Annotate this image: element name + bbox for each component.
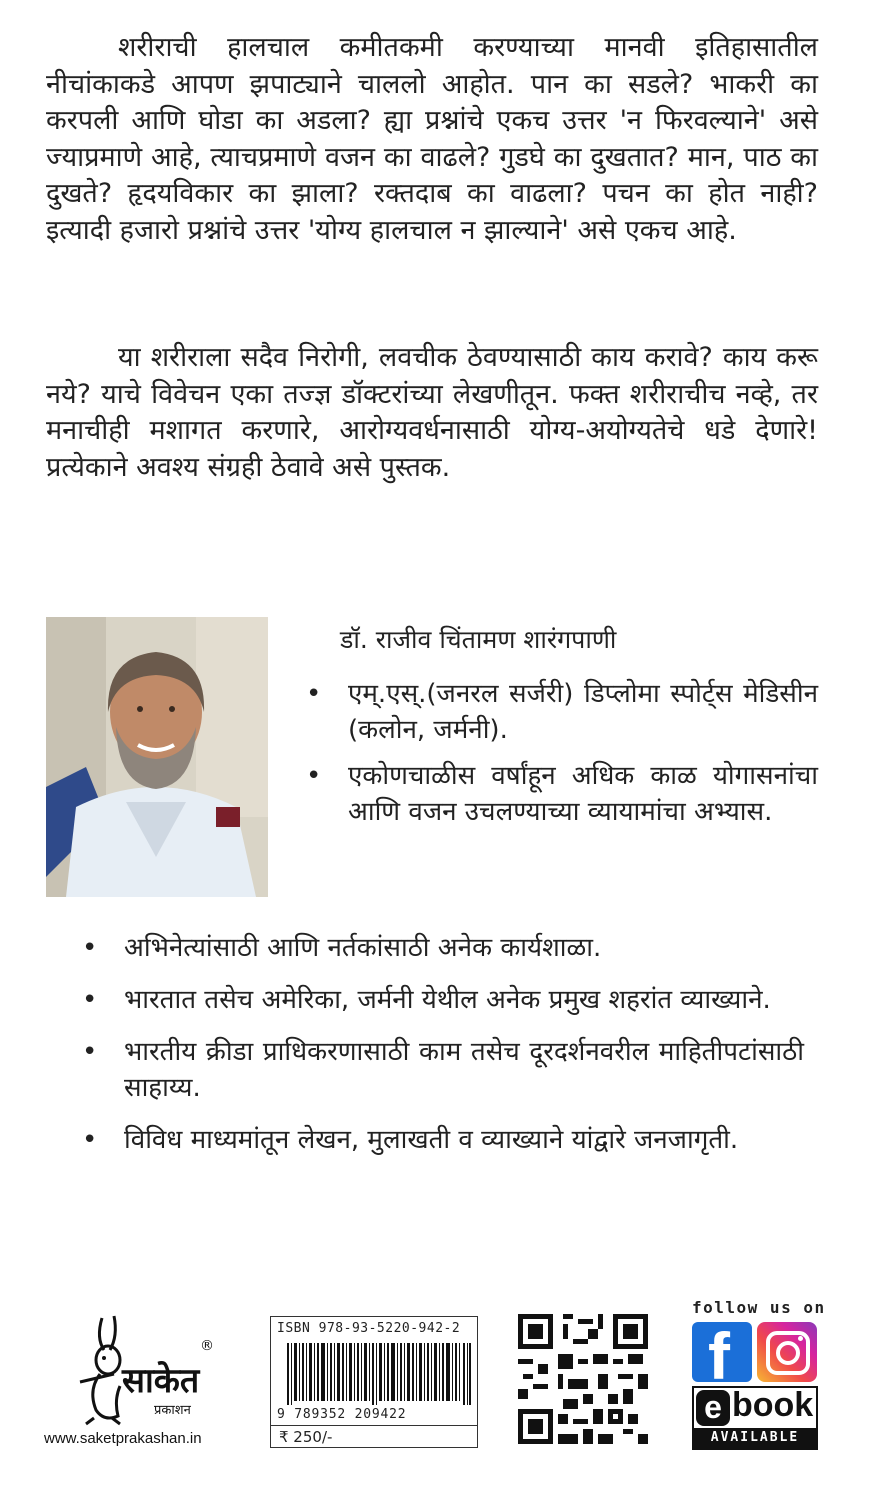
- list-item: [82, 1034, 804, 1106]
- list-item: [306, 676, 818, 748]
- credential-text: अभिनेत्यांसाठी आणि नर्तकांसाठी अनेक कार्यशाळा.: [124, 933, 602, 963]
- registered-mark: ®: [200, 1338, 214, 1354]
- author-photo: [46, 617, 268, 897]
- instagram-lens: [776, 1341, 800, 1365]
- list-item: [82, 982, 804, 1018]
- barcode-number: 9 789352 209422: [277, 1407, 407, 1422]
- facebook-glyph: f: [708, 1322, 730, 1382]
- instagram-icon[interactable]: [757, 1322, 817, 1382]
- ebook-icon[interactable]: [692, 1386, 818, 1450]
- list-item: [82, 930, 804, 966]
- ebook-e-glyph: e: [696, 1390, 730, 1426]
- logo-subtext: प्रकाशन: [154, 1403, 191, 1418]
- barcode: [287, 1343, 471, 1405]
- credential-text: एकोणचाळीस वर्षांहून अधिक काळ योगासनांचा आणि वजन उचलण्याच्या व्यायामांचा अभ्यास.: [348, 761, 818, 827]
- bullet: •: [82, 933, 98, 963]
- publisher-website[interactable]: www.saketprakashan.in: [44, 1430, 202, 1447]
- ebook-available-text: AVAILABLE: [694, 1428, 816, 1448]
- bullet: •: [82, 1037, 98, 1067]
- qr-code[interactable]: [518, 1314, 648, 1444]
- author-credentials-full: [82, 930, 804, 1174]
- credential-text: भारतात तसेच अमेरिका, जर्मनी येथील अनेक प्रमुख शहरांत व्याख्याने.: [124, 985, 771, 1015]
- isbn-barcode-box: [270, 1316, 478, 1448]
- isbn-label: ISBN 978-93-5220-942-2: [277, 1321, 461, 1336]
- credential-text: विविध माध्यमांतून लेखन, मुलाखती व व्याख्याने यांद्वारे जनजागृती.: [124, 1125, 739, 1155]
- bullet: •: [82, 985, 98, 1015]
- bullet: •: [82, 1125, 98, 1155]
- credential-text: भारतीय क्रीडा प्राधिकरणासाठी काम तसेच दूरदर्शनवरील माहितीपटांसाठी साहाय्य.: [124, 1037, 804, 1103]
- blurb-paragraph-2: या शरीराला सदैव निरोगी, लवचीक ठेवण्यासाठी काय करावे? काय करू नये? याचे विवेचन एका तज्ज्ञ डॉक्टरांच्या लेखणीतून. फक्त शरीराचीच नव्हे, तर मनाचीही मशागत करणारे, आरोग्यवर्धनासाठी योग्य-अयोग्यतेचे धडे देणारे! प्रत्येकाने अवश्य संग्रही ठेवावे असे पुस्तक.: [46, 342, 818, 483]
- list-item: [306, 758, 818, 830]
- author-name: डॉ. राजीव चिंतामण शारंगपाणी: [340, 625, 617, 654]
- instagram-dot: [798, 1336, 803, 1341]
- facebook-icon[interactable]: [692, 1322, 752, 1382]
- follow-us-label: follow us on: [692, 1298, 826, 1317]
- list-item: [82, 1122, 804, 1158]
- blurb-paragraph-1: शरीराची हालचाल कमीतकमी करण्याच्या मानवी इतिहासातील नीचांकाकडे आपण झपाट्याने चाललो आहोत. पान का सडले? भाकरी का करपली आणि घोडा का अडला? ह्या प्रश्नांचे एकच उत्तर 'न फिरवल्याने' असे ज्याप्रमाणे आहे, त्याचप्रमाणे वजन का वाढले? गुडघे का दुखतात? मान, पाठ का दुखते? हृदयविकार का झाला? रक्तदाब का वाढला? पचन का होत नाही? इत्यादी हजारो प्रश्नांचे उत्तर 'योग्य हालचाल न झाल्याने' असे एकच आहे.: [46, 32, 818, 246]
- author-credentials-side: [306, 676, 818, 840]
- price: ₹ 250/-: [279, 1428, 333, 1446]
- publisher-logo: [74, 1310, 224, 1430]
- ebook-book-text: book: [732, 1386, 814, 1424]
- logo-wordmark: साकेत: [122, 1361, 200, 1401]
- credential-text: एम्.एस्.(जनरल सर्जरी) डिप्लोमा स्पोर्ट्स मेडिसीन (कलोन, जर्मनी).: [348, 679, 818, 745]
- price-box: [271, 1425, 477, 1448]
- bullet: •: [306, 679, 322, 709]
- bullet: •: [306, 761, 322, 791]
